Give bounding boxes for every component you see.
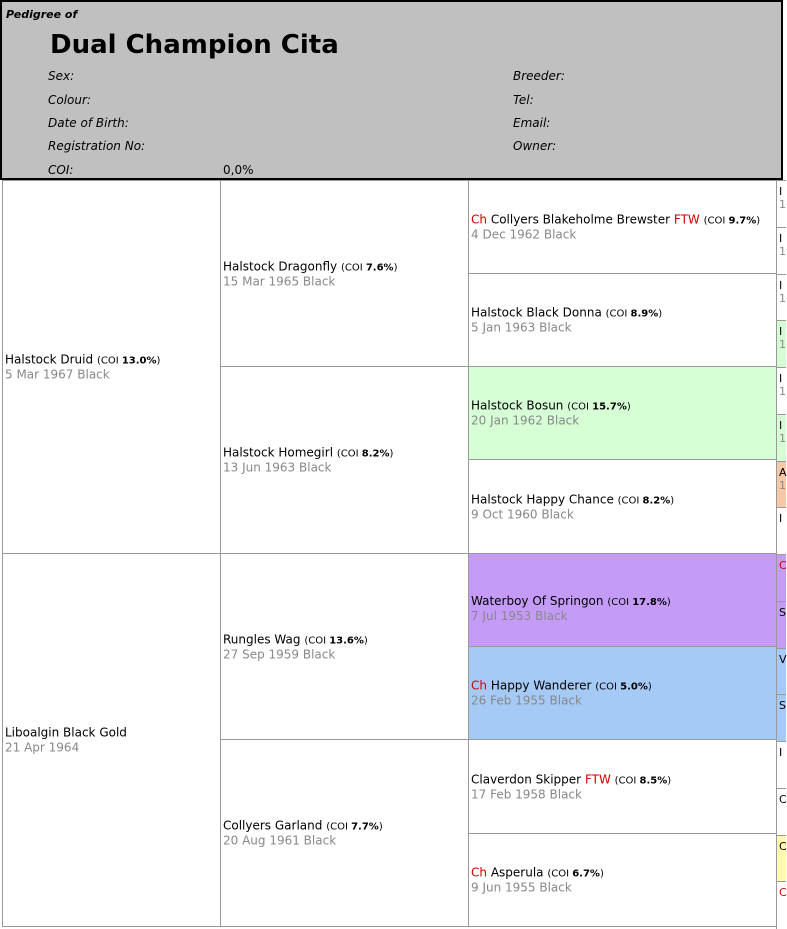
gen1-sire-cell[interactable] bbox=[2, 180, 221, 554]
colour-label: Colour: bbox=[48, 93, 91, 107]
gen4-cell[interactable] bbox=[776, 180, 786, 228]
dog-name[interactable]: Halstock Black Donna bbox=[471, 305, 602, 320]
dog-details: 17 Feb 1958 Black bbox=[471, 787, 582, 801]
dog-details: 20 Aug 1961 Black bbox=[223, 833, 337, 848]
coi-text: (COI 6.7%) bbox=[547, 868, 604, 880]
gen4-name-fragment: C bbox=[779, 559, 787, 572]
gen4-cell[interactable] bbox=[776, 694, 786, 742]
dog-name-row bbox=[471, 866, 775, 880]
dog-name[interactable]: Claverdon Skipper bbox=[471, 772, 582, 786]
coi-text: (COI 8.5%) bbox=[614, 775, 672, 786]
dog-details: 13 Jun 1963 Black bbox=[223, 460, 332, 475]
coi-text: (COI 5.0%) bbox=[595, 681, 652, 693]
gen3-cell-3[interactable] bbox=[468, 366, 778, 460]
dog-name[interactable]: Collyers Blakeholme Brewster bbox=[490, 212, 671, 227]
dog-details: 21 Apr 1964 bbox=[5, 740, 80, 755]
gen4-details-fragment: 1 bbox=[779, 385, 786, 398]
gen4-cell[interactable] bbox=[776, 320, 786, 368]
sex-label: Sex: bbox=[48, 69, 75, 83]
dog-name-row bbox=[5, 353, 218, 367]
dog-name-row bbox=[223, 446, 466, 460]
dog-name-row bbox=[471, 679, 775, 693]
coi-text: (COI 17.8%) bbox=[607, 597, 671, 608]
pedigree-header bbox=[0, 0, 783, 180]
gen4-cell[interactable] bbox=[776, 461, 786, 509]
dog-name-row bbox=[471, 772, 775, 786]
dog-details: 15 Mar 1965 Black bbox=[223, 274, 336, 288]
dog-details: 5 Jan 1963 Black bbox=[471, 320, 572, 335]
dog-name-row bbox=[471, 306, 775, 320]
owner-label: Owner: bbox=[513, 139, 557, 153]
coi-text: (COI 9.7%) bbox=[703, 215, 761, 227]
gen4-details-fragment: 1 bbox=[779, 198, 786, 211]
title-suffix: FTW bbox=[584, 772, 611, 786]
dog-details: 27 Sep 1959 Black bbox=[223, 647, 336, 661]
dog-name[interactable]: Halstock Bosun bbox=[471, 398, 564, 413]
dog-name-row bbox=[471, 594, 775, 608]
gen4-cell[interactable] bbox=[776, 414, 786, 462]
champion-prefix: Ch bbox=[471, 678, 487, 693]
dog-name[interactable]: Collyers Garland bbox=[223, 818, 323, 833]
coi-text: (COI 15.7%) bbox=[567, 401, 631, 413]
coi-text: (COI 13.6%) bbox=[304, 635, 368, 646]
champion-prefix: Ch bbox=[471, 865, 487, 880]
title-suffix: FTW bbox=[673, 212, 700, 227]
dog-name-row bbox=[223, 632, 466, 646]
coi-text: (COI 7.7%) bbox=[326, 821, 383, 833]
gen3-cell-8[interactable] bbox=[468, 833, 778, 927]
tel-label: Tel: bbox=[513, 93, 534, 107]
gen4-name-fragment: C bbox=[779, 886, 787, 900]
coi-label: COI: bbox=[48, 163, 74, 177]
dog-name[interactable]: Happy Wanderer bbox=[490, 678, 592, 693]
dog-name-row bbox=[223, 259, 466, 273]
gen1-dam-cell[interactable] bbox=[2, 553, 221, 927]
dog-name[interactable]: Halstock Druid bbox=[5, 352, 94, 367]
gen4-name-fragment: A bbox=[779, 465, 787, 479]
dog-name[interactable]: Rungles Wag bbox=[223, 632, 301, 646]
gen4-details-fragment: 1 bbox=[779, 291, 786, 305]
dog-details: 20 Jan 1962 Black bbox=[471, 413, 580, 428]
gen4-details-fragment: 1 bbox=[779, 244, 786, 258]
gen4-name-fragment: C bbox=[779, 792, 787, 806]
gen4-cell[interactable] bbox=[776, 881, 786, 929]
dog-details: 5 Mar 1967 Black bbox=[5, 367, 110, 382]
gen4-cell[interactable] bbox=[776, 274, 786, 322]
gen4-details-fragment: 1 bbox=[779, 338, 786, 352]
gen4-cell[interactable] bbox=[776, 227, 786, 275]
gen4-name-fragment: I bbox=[779, 418, 783, 432]
dog-details: 7 Jul 1953 Black bbox=[471, 609, 568, 623]
coi-text: (COI 7.6%) bbox=[340, 262, 398, 273]
champion-prefix: Ch bbox=[471, 212, 487, 227]
gen4-details-fragment: 1 bbox=[779, 431, 786, 445]
dog-name-row bbox=[223, 819, 466, 833]
email-label: Email: bbox=[513, 116, 551, 130]
gen2-cell-2[interactable] bbox=[220, 366, 469, 554]
gen4-cell[interactable] bbox=[776, 367, 786, 415]
gen4-name-fragment: I bbox=[779, 185, 783, 198]
gen4-cell[interactable] bbox=[776, 601, 786, 649]
gen4-name-fragment: C bbox=[779, 839, 787, 853]
gen4-name-fragment: I bbox=[779, 746, 783, 759]
coi-value: 0,0% bbox=[223, 163, 254, 177]
gen3-cell-1[interactable] bbox=[468, 180, 778, 274]
dog-details: 9 Oct 1960 Black bbox=[471, 507, 574, 521]
gen4-cell[interactable] bbox=[776, 835, 786, 883]
dog-name-row bbox=[5, 726, 218, 740]
gen3-cell-5[interactable] bbox=[468, 553, 778, 647]
breeder-label: Breeder: bbox=[513, 69, 565, 83]
gen2-cell-1[interactable] bbox=[220, 180, 469, 367]
gen3-cell-2[interactable] bbox=[468, 273, 778, 367]
gen4-cell[interactable] bbox=[776, 788, 786, 836]
coi-text: (COI 13.0%) bbox=[96, 355, 161, 367]
pedigree-of-label: Pedigree of bbox=[6, 8, 78, 21]
dob-label: Date of Birth: bbox=[48, 116, 129, 130]
dog-name-row bbox=[471, 492, 775, 506]
dog-name[interactable]: Waterboy Of Springon bbox=[471, 594, 608, 608]
gen3-cell-6[interactable] bbox=[468, 646, 778, 740]
gen4-name-fragment: I bbox=[779, 512, 783, 526]
gen4-cell[interactable] bbox=[776, 507, 786, 555]
gen4-name-fragment: S bbox=[779, 605, 786, 619]
gen3-cell-7[interactable] bbox=[468, 739, 778, 834]
dog-name[interactable]: Asperula bbox=[490, 865, 544, 880]
coi-text: (COI 8.2%) bbox=[336, 448, 394, 460]
dog-name-row bbox=[471, 213, 775, 227]
dog-details: 26 Feb 1955 Black bbox=[471, 693, 582, 708]
registration-label: Registration No: bbox=[48, 139, 146, 153]
coi-text: (COI 8.2%) bbox=[617, 495, 675, 506]
gen4-name-fragment: I bbox=[779, 278, 783, 292]
gen4-name-fragment: I bbox=[779, 325, 783, 339]
gen2-cell-3[interactable] bbox=[220, 553, 469, 740]
page-title: Dual Champion Cita bbox=[50, 30, 339, 60]
gen4-name-fragment: S bbox=[779, 699, 786, 713]
dog-name-row bbox=[471, 399, 775, 413]
coi-text: (COI 8.9%) bbox=[605, 308, 663, 320]
dog-name[interactable]: Halstock Happy Chance bbox=[471, 492, 614, 506]
gen4-cell[interactable] bbox=[776, 648, 786, 696]
gen4-name-fragment: I bbox=[779, 372, 783, 385]
gen3-cell-4[interactable] bbox=[468, 459, 778, 554]
dog-name[interactable]: Liboalgin Black Gold bbox=[5, 725, 127, 740]
gen4-details-fragment: 1 bbox=[779, 478, 786, 492]
gen4-name-fragment: V bbox=[779, 652, 787, 666]
gen4-cell[interactable] bbox=[776, 554, 786, 602]
dog-details: 4 Dec 1962 Black bbox=[471, 227, 577, 242]
gen2-cell-4[interactable] bbox=[220, 739, 469, 927]
gen4-cell[interactable] bbox=[776, 741, 786, 789]
gen4-name-fragment: I bbox=[779, 231, 783, 245]
dog-name[interactable]: Halstock Dragonfly bbox=[223, 259, 338, 273]
dog-details: 9 Jun 1955 Black bbox=[471, 880, 572, 895]
dog-name[interactable]: Halstock Homegirl bbox=[223, 445, 334, 460]
